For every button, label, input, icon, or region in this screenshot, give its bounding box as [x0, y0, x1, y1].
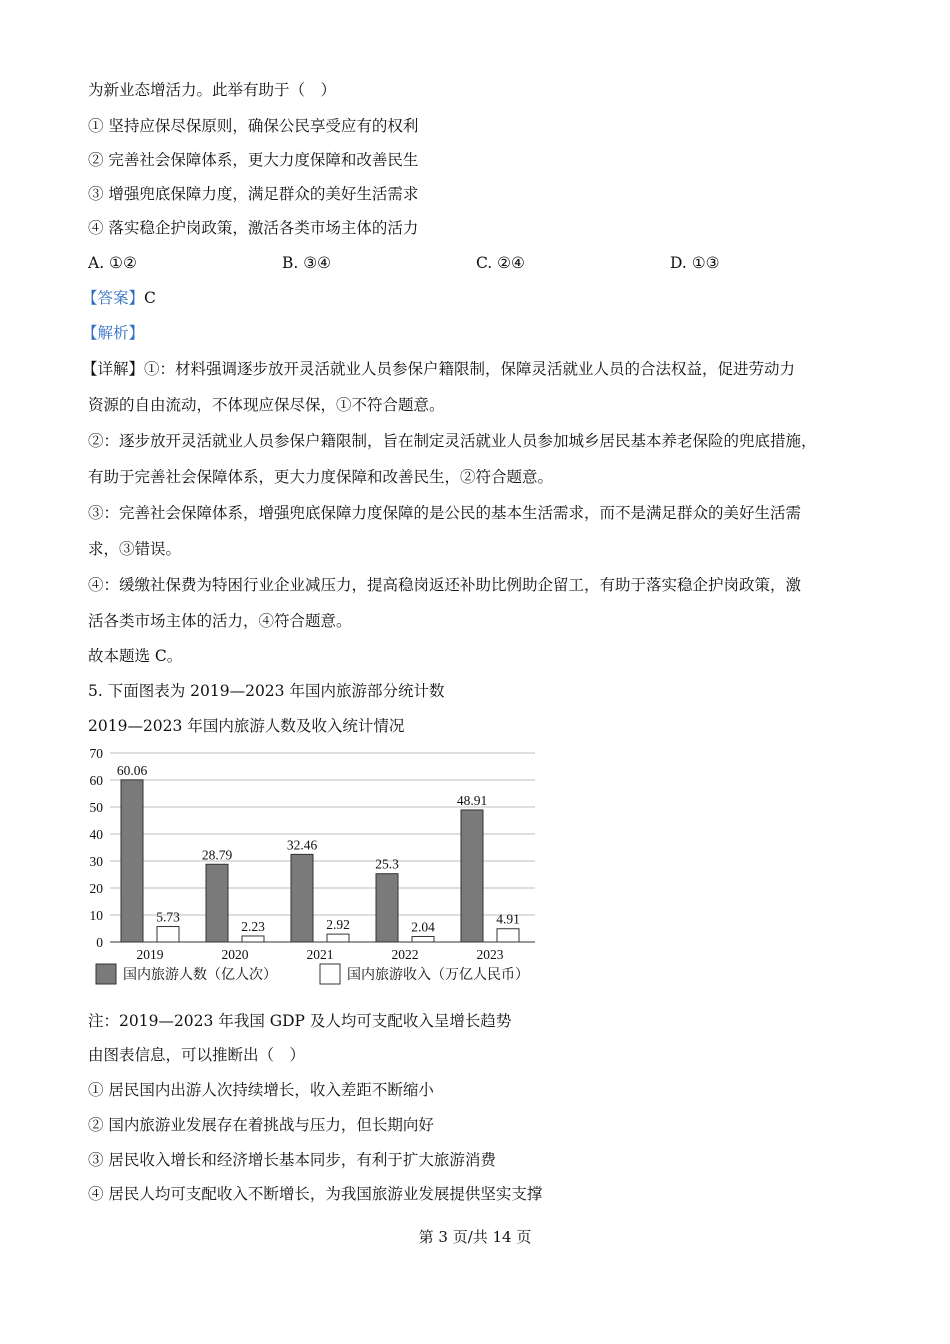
option-b: B. ③④	[282, 254, 332, 272]
analysis-tag: 【解析】	[82, 324, 145, 342]
chart-note: 注：2019—2023 年我国 GDP 及人均可支配收入呈增长趋势	[88, 1012, 512, 1030]
option-d: D. ①③	[670, 254, 720, 272]
x-tick-label: 2021	[306, 947, 334, 962]
data-label: 25.3	[375, 856, 399, 872]
x-tick-label: 2022	[391, 947, 419, 962]
explanation-line-5: ③：完善社会保障体系，增强兜底保障力度保障的是公民的基本生活需求，而不是满足群众的美好生活需	[88, 504, 802, 522]
explanation-line-6: 求，③错误。	[88, 540, 182, 558]
choice-item-3: ③ 增强兜底保障力度，满足群众的美好生活需求	[88, 185, 419, 203]
data-label: 5.73	[156, 909, 180, 925]
data-label: 2.23	[241, 918, 265, 934]
y-tick-label: 70	[89, 746, 103, 761]
bar-revenue	[327, 934, 349, 942]
y-tick-label: 10	[89, 908, 103, 923]
explanation-line-1: 【详解】①：材料强调逐步放开灵活就业人员参保户籍限制，保障灵活就业人员的合法权益，促进劳动力	[82, 360, 796, 378]
bar-tourists	[376, 874, 398, 942]
option-a: A. ①②	[88, 254, 137, 272]
data-label: 48.91	[456, 792, 488, 808]
answer-line	[82, 288, 156, 308]
bar-tourists	[121, 780, 143, 942]
y-tick-label: 20	[89, 881, 103, 896]
legend-label: 国内旅游收入（万亿人民币）	[347, 968, 529, 983]
data-label: 2.92	[326, 917, 350, 933]
question-5-stem: 5. 下面图表为 2019—2023 年国内旅游部分统计数	[88, 682, 445, 700]
data-label: 2.04	[411, 919, 435, 935]
y-tick-label: 0	[96, 935, 103, 950]
q5-item-2: ② 国内旅游业发展存在着挑战与压力，但长期向好	[88, 1116, 434, 1134]
bar-tourists	[461, 810, 483, 942]
legend-swatch-revenue	[320, 964, 340, 984]
question-stem-tail: 为新业态增活力。此举有助于（ ）	[88, 81, 337, 99]
legend-label: 国内旅游人数（亿人次）	[123, 968, 277, 983]
chart-heading: 2019—2023 年国内旅游人数及收入统计情况	[88, 717, 405, 735]
choice-item-1: ① 坚持应保尽保原则，确保公民享受应有的权利	[88, 117, 419, 135]
bar-tourists	[291, 854, 313, 942]
bar-revenue	[412, 936, 434, 942]
q5-item-4: ④ 居民人均可支配收入不断增长，为我国旅游业发展提供坚实支撑	[88, 1185, 543, 1203]
explanation-line-7: ④：缓缴社保费为特困行业企业减压力，提高稳岗返还补助比例助企留工，有助于落实稳企护岗政策，激	[88, 576, 802, 594]
y-tick-label: 40	[89, 827, 103, 842]
data-label: 28.79	[201, 847, 233, 863]
explanation-line-4: 有助于完善社会保障体系，更大力度保障和改善民生，②符合题意。	[88, 468, 554, 486]
x-tick-label: 2023	[476, 947, 504, 962]
q5-item-3: ③ 居民收入增长和经济增长基本同步，有利于扩大旅游消费	[88, 1151, 496, 1169]
explanation-conclusion: 故本题选 C。	[88, 647, 183, 665]
bar-chart	[80, 738, 540, 988]
data-label: 32.46	[286, 837, 318, 853]
answer-value: C	[144, 289, 156, 307]
option-c: C. ②④	[476, 254, 525, 272]
x-tick-label: 2019	[136, 947, 164, 962]
page-footer: 第 3 页/共 14 页	[418, 1228, 532, 1246]
data-label: 60.06	[116, 762, 148, 778]
legend-swatch-tourists	[96, 964, 116, 984]
y-tick-label: 60	[89, 773, 103, 788]
choice-item-4: ④ 落实稳企护岗政策，激活各类市场主体的活力	[88, 219, 419, 237]
data-label: 4.91	[496, 911, 520, 927]
answer-tag: 【答案】	[82, 289, 145, 307]
question-5-prompt: 由图表信息，可以推断出（ ）	[88, 1046, 306, 1064]
detail-tag: 【详解】	[82, 360, 145, 378]
y-tick-label: 50	[89, 800, 103, 815]
explanation-line-3: ②：逐步放开灵活就业人员参保户籍限制，旨在制定灵活就业人员参加城乡居民基本养老保险的兜底措施，	[88, 432, 817, 450]
y-tick-label: 30	[89, 854, 103, 869]
q5-item-1: ① 居民国内出游人次持续增长，收入差距不断缩小	[88, 1081, 434, 1099]
explanation-line-2: 资源的自由流动，不体现应保尽保，①不符合题意。	[88, 396, 445, 414]
bar-revenue	[242, 936, 264, 942]
bar-revenue	[497, 929, 519, 942]
choice-item-2: ② 完善社会保障体系，更大力度保障和改善民生	[88, 151, 419, 169]
x-tick-label: 2020	[221, 947, 249, 962]
explanation-line-8: 活各类市场主体的活力，④符合题意。	[88, 612, 352, 630]
bar-revenue	[157, 927, 179, 942]
bar-tourists	[206, 864, 228, 942]
